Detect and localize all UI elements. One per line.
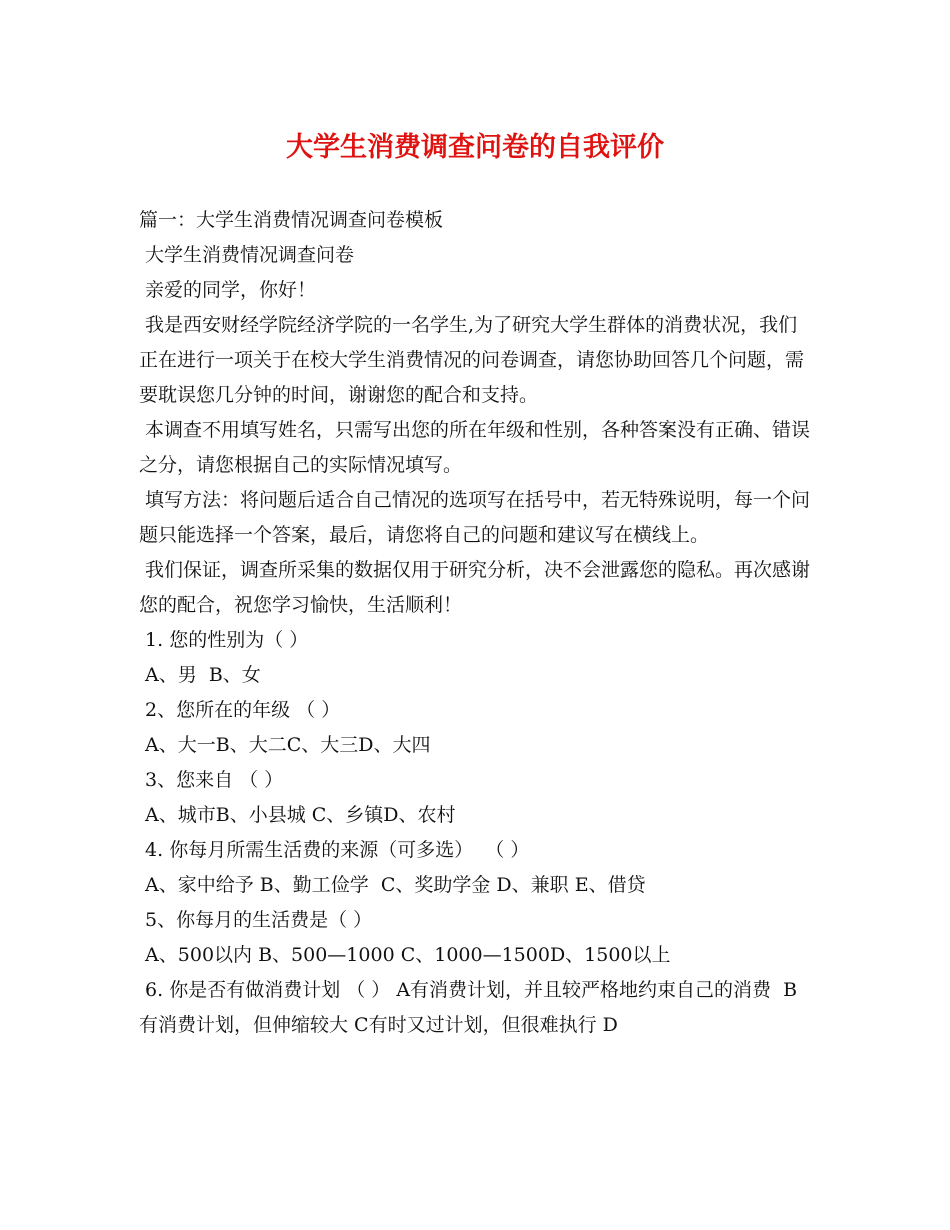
paragraph-anonymity: 本调查不用填写姓名，只需写出您的所在年级和性别，各种答案没有正确、错误之分，请您根据自己的实际情况填写。 [139,419,811,476]
paragraph-privacy: 我们保证，调查所采集的数据仅用于研究分析，决不会泄露您的隐私。再次感谢您的配合，祝您学习愉快，生活顺利！ [139,559,811,616]
question-5-options: A、500以内 B、500—1000 C、1000—1500D、1500以上 [139,944,671,966]
question-3: 3、您来自 （ ） [139,769,284,791]
paragraph-section-heading: 篇一：大学生消费情况调查问卷模板 [139,209,444,231]
question-4-options: A、家中给予 B、勤工俭学 C、奖助学金 D、兼职 E、借贷 [139,874,646,896]
question-2: 2、您所在的年级 （ ） [139,699,341,721]
question-2-options: A、大一B、大二C、大三D、大四 [139,734,431,756]
paragraph-instructions: 填写方法：将问题后适合自己情况的选项写在括号中，若无特殊说明，每一个问题只能选择一个答案，最后，请您将自己的问题和建议写在横线上。 [139,489,811,546]
question-6: 6. 你是否有做消费计划 （ ） A有消费计划，并且较严格地约束自己的消费 B有消费计划，但伸缩较大 C有时又过计划，但很难执行 D [139,979,798,1036]
paragraph-intro: 我是西安财经学院经济学院的一名学生,为了研究大学生群体的消费状况，我们正在进行一项关于在校大学生消费情况的问卷调查，请您协助回答几个问题，需要耽误您几分钟的时间，谢谢您的配合和支持。 [139,314,805,406]
paragraph-survey-name: 大学生消费情况调查问卷 [139,244,355,266]
paragraph-greeting: 亲爱的同学，你好！ [139,279,317,301]
document-body [139,203,815,1043]
question-1: 1. 您的性别为（ ） [139,629,309,651]
question-3-options: A、城市B、小县城 C、乡镇D、农村 [139,804,456,826]
question-5: 5、你每月的生活费是（ ） [139,909,373,931]
question-1-options: A、男 B、女 [139,664,261,686]
document-title: 大学生消费调查问卷的自我评价 [286,132,664,163]
question-4: 4. 你每月所需生活费的来源（可多选） （ ） [139,839,530,861]
